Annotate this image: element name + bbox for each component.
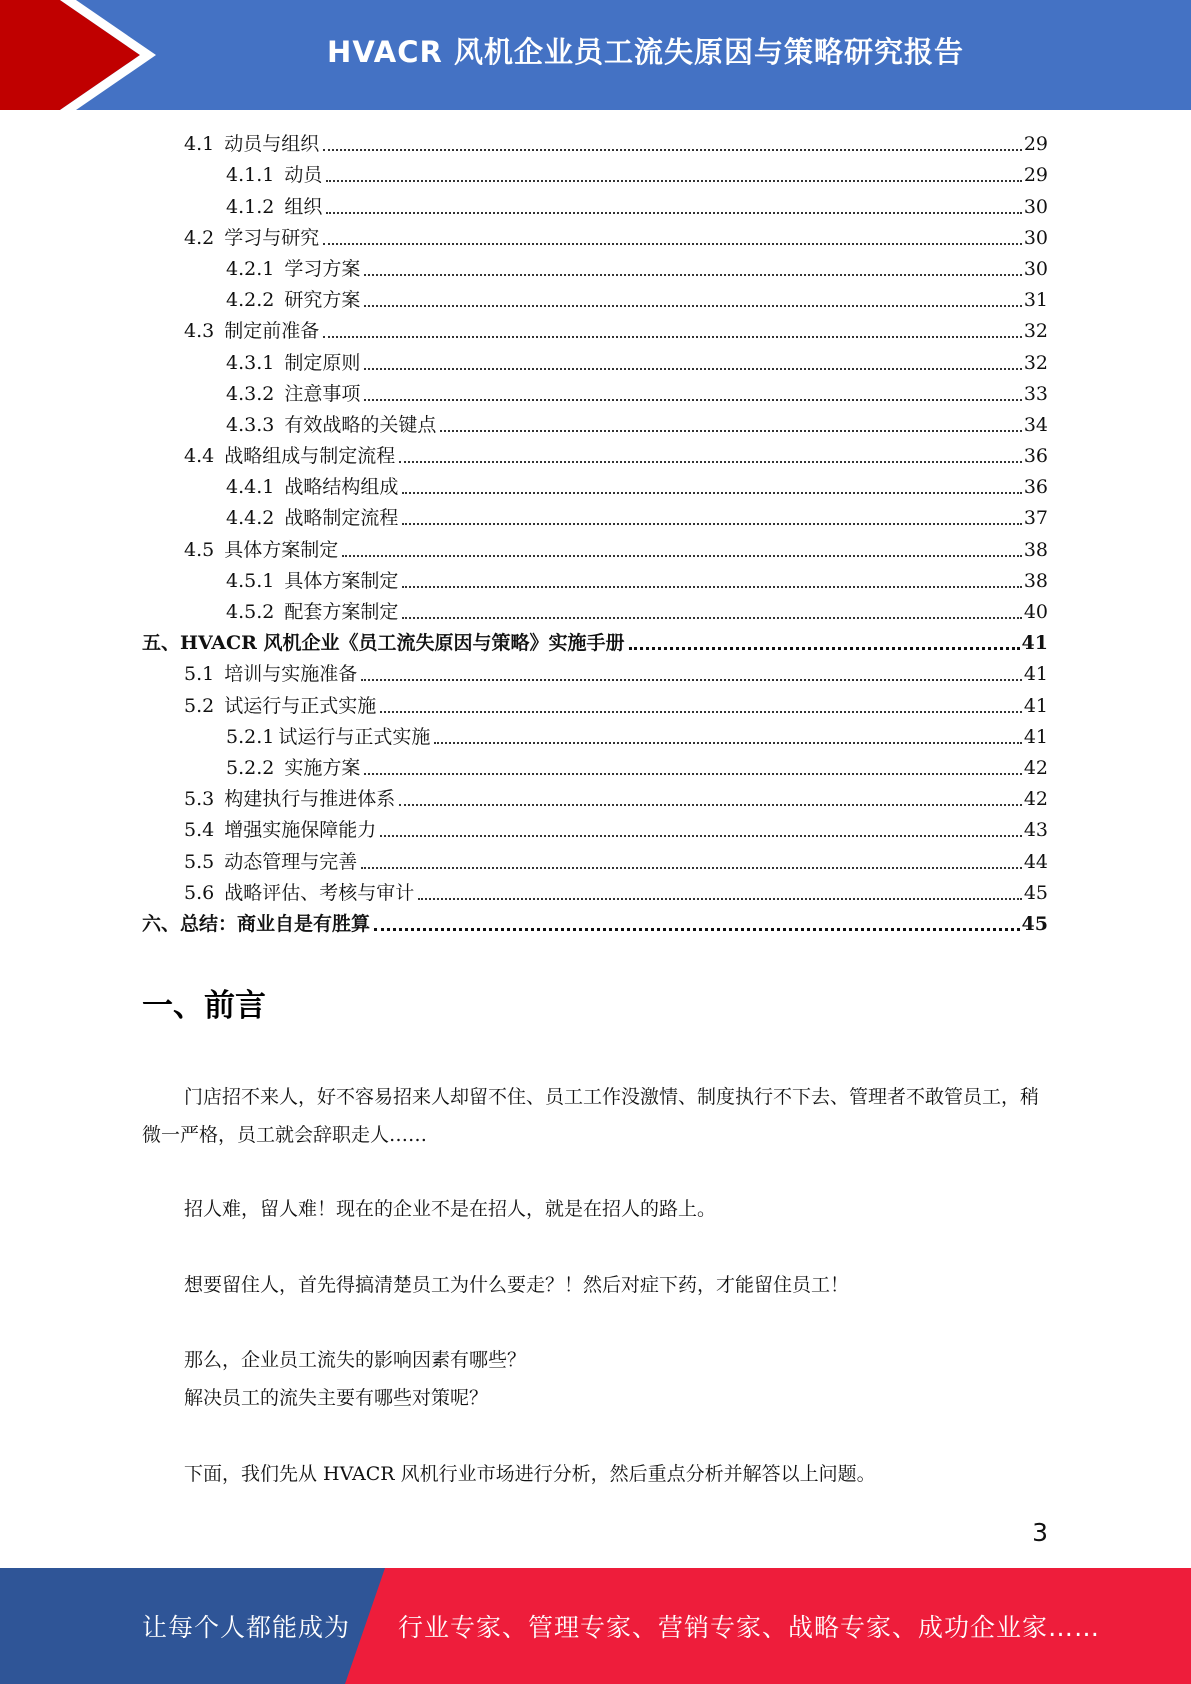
toc-leader-dots — [380, 711, 1022, 713]
toc-entry-title: 构建执行与推进体系 — [224, 788, 396, 811]
toc-entry-page: 32 — [1023, 320, 1048, 343]
toc-entry-title: 学习与研究 — [224, 226, 320, 249]
toc-entry-title: 有效战略的关键点 — [284, 413, 437, 436]
toc-entry-page: 30 — [1023, 226, 1048, 249]
toc-entry-title: 战略制定流程 — [284, 507, 399, 530]
header-chevron-decoration — [0, 0, 160, 110]
toc-entry-title: 具体方案制定 — [224, 538, 339, 561]
toc-entry-title: 研究方案 — [284, 289, 361, 312]
toc-leader-dots — [323, 336, 1022, 338]
page-header — [0, 0, 1191, 110]
toc-entry-page: 29 — [1023, 133, 1048, 156]
toc-entry-number: 4.1 — [184, 133, 215, 156]
toc-leader-dots — [361, 867, 1022, 869]
toc-entry[interactable] — [142, 440, 1048, 471]
toc-entry-number: 5.1 — [184, 663, 215, 686]
toc-entry-page: 45 — [1023, 881, 1048, 904]
toc-leader-dots — [364, 305, 1021, 307]
toc-entry[interactable] — [142, 565, 1048, 596]
toc-entry-page: 31 — [1023, 289, 1048, 312]
toc-entry-page: 30 — [1023, 257, 1048, 280]
toc-entry-title: 五、HVACR 风机企业《员工流失原因与策略》实施手册 — [142, 632, 625, 655]
toc-entry-number: 4.5.2 — [226, 601, 275, 623]
toc-entry[interactable] — [142, 877, 1048, 908]
toc-leader-dots — [326, 212, 1021, 214]
toc-leader-dots — [374, 928, 1020, 931]
toc-entry[interactable] — [142, 721, 1048, 752]
toc-leader-dots — [402, 586, 1021, 588]
toc-entry-page: 41 — [1023, 694, 1048, 717]
paragraph: 下面，我们先从 HVACR 风机行业市场进行分析，然后重点分析并解答以上问题。 — [184, 1463, 876, 1485]
page-number: 3 — [1032, 1518, 1048, 1547]
toc-entry[interactable] — [142, 752, 1048, 783]
toc-entry-page: 41 — [1023, 663, 1048, 686]
paragraph: 门店招不来人，好不容易招来人却留不住、员工工作没激情、制度执行不下去、管理者不敢管员工，稍微一严格，员工就会辞职走人…… — [142, 1086, 1040, 1146]
toc-entry-number: 4.4.1 — [226, 476, 275, 499]
toc-entry-title: 学习方案 — [284, 257, 361, 280]
toc-leader-dots — [440, 430, 1021, 432]
toc-entry[interactable] — [142, 159, 1048, 190]
toc-entry-title: 制定前准备 — [224, 320, 320, 343]
toc-entry-number: 4.2 — [184, 226, 215, 249]
toc-entry-number: 5.3 — [184, 788, 215, 811]
toc-entry[interactable] — [142, 409, 1048, 440]
toc-leader-dots — [326, 180, 1021, 182]
toc-entry-page: 38 — [1023, 538, 1048, 561]
page-footer — [0, 1568, 1191, 1684]
toc-entry[interactable] — [142, 253, 1048, 284]
toc-entry-page: 43 — [1023, 819, 1048, 842]
toc-entry-number: 5.5 — [184, 850, 215, 873]
footer-slogan-right: 行业专家、管理专家、营销专家、战略专家、成功企业家…… — [398, 1613, 1101, 1642]
toc-entry-page: 32 — [1023, 351, 1048, 374]
footer-slogan-left: 让每个人都能成为 — [142, 1613, 351, 1642]
toc-leader-dots — [402, 492, 1021, 494]
toc-entry[interactable] — [142, 346, 1048, 377]
section-heading: 一、前言 — [142, 988, 266, 1024]
toc-entry[interactable] — [142, 378, 1048, 409]
toc-entry-title: 制定原则 — [284, 351, 361, 374]
toc-entry-title: 培训与实施准备 — [224, 663, 358, 686]
toc-entry-page: 34 — [1023, 413, 1048, 436]
toc-leader-dots — [323, 243, 1022, 245]
toc-entry-number: 5.2 — [184, 694, 215, 717]
toc-leader-dots — [434, 742, 1021, 744]
toc-entry-title: 战略组成与制定流程 — [224, 445, 396, 468]
toc-entry-number: 4.2.1 — [226, 257, 275, 280]
toc-entry-number: 4.5.1 — [226, 569, 275, 592]
toc-entry-page: 45 — [1021, 912, 1048, 935]
toc-entry-title: 动员与组织 — [224, 133, 320, 156]
paragraph: 招人难，留人难！现在的企业不是在招人，就是在招人的路上。 — [184, 1198, 717, 1220]
toc-entry[interactable] — [142, 471, 1048, 502]
toc-entry-page: 42 — [1023, 756, 1048, 779]
toc-entry-page: 37 — [1023, 507, 1048, 530]
toc-entry-title: 动员 — [284, 164, 323, 187]
toc-entry[interactable] — [142, 627, 1048, 658]
toc-entry-number: 4.4 — [184, 445, 215, 468]
toc-leader-dots — [361, 679, 1022, 681]
toc-entry-number: 5.6 — [184, 881, 215, 904]
toc-entry-page: 41 — [1021, 632, 1048, 655]
toc-entry-number: 5.2.1 — [226, 725, 275, 748]
toc-entry-page: 36 — [1023, 476, 1048, 499]
toc-leader-dots — [399, 804, 1022, 806]
paragraph: 那么，企业员工流失的影响因素有哪些？ — [184, 1349, 527, 1371]
toc-entry-page: 41 — [1023, 725, 1048, 748]
toc-entry[interactable] — [142, 596, 1048, 627]
toc-entry-number: 5.2.2 — [226, 756, 275, 779]
toc-entry-page: 40 — [1023, 601, 1048, 623]
toc-entry-number: 4.5 — [184, 538, 215, 561]
toc-leader-dots — [402, 617, 1021, 619]
toc-entry-page: 36 — [1023, 445, 1048, 468]
toc-entry-title: 具体方案制定 — [284, 569, 399, 592]
toc-entry-title: 增强实施保障能力 — [224, 819, 377, 842]
toc-entry-title: 组织 — [284, 195, 323, 218]
toc-entry-page: 42 — [1023, 788, 1048, 811]
toc-entry-number: 4.3.2 — [226, 382, 275, 405]
toc-entry-page: 29 — [1023, 164, 1048, 187]
toc-leader-dots — [342, 555, 1022, 557]
toc-entry-page: 38 — [1023, 569, 1048, 592]
toc-entry-number: 4.3.1 — [226, 351, 275, 374]
toc-leader-dots — [323, 149, 1022, 151]
toc-entry[interactable] — [142, 502, 1048, 533]
toc-entry[interactable] — [142, 783, 1048, 814]
paragraph: 解决员工的流失主要有哪些对策呢？ — [184, 1387, 489, 1409]
toc-leader-dots — [364, 368, 1021, 370]
toc-entry[interactable] — [142, 128, 1048, 159]
toc-entry-title: 试运行与正式实施 — [278, 725, 431, 748]
toc-entry-number: 4.1.2 — [226, 195, 275, 218]
toc-entry-title: 实施方案 — [284, 756, 361, 779]
toc-entry[interactable] — [142, 284, 1048, 315]
toc-entry-number: 5.4 — [184, 819, 215, 842]
toc-leader-dots — [399, 461, 1022, 463]
toc-entry-title: 试运行与正式实施 — [224, 694, 377, 717]
toc-entry-title: 战略评估、考核与审计 — [224, 881, 415, 904]
toc-leader-dots — [364, 773, 1021, 775]
toc-leader-dots — [364, 274, 1021, 276]
toc-leader-dots — [629, 647, 1020, 650]
toc-leader-dots — [418, 898, 1022, 900]
toc-entry[interactable] — [142, 222, 1048, 253]
toc-entry-page: 44 — [1023, 850, 1048, 873]
toc-entry-title: 战略结构组成 — [284, 476, 399, 499]
report-title: HVACR 风机企业员工流失原因与策略研究报告 — [327, 34, 964, 69]
toc-leader-dots — [402, 523, 1021, 525]
toc-entry[interactable] — [142, 689, 1048, 720]
toc-entry-title: 六、总结：商业自是有胜算 — [142, 912, 371, 935]
toc-entry-title: 注意事项 — [284, 382, 361, 405]
toc-entry-number: 4.2.2 — [226, 289, 275, 312]
toc-leader-dots — [364, 399, 1021, 401]
toc-entry[interactable] — [142, 845, 1048, 876]
toc-entry[interactable] — [142, 315, 1048, 346]
toc-entry-page: 33 — [1023, 382, 1048, 405]
toc-entry[interactable] — [142, 658, 1048, 689]
toc-entry[interactable] — [142, 533, 1048, 564]
toc-entry-number: 4.1.1 — [226, 164, 275, 187]
toc-entry-title: 动态管理与完善 — [224, 850, 358, 873]
toc-entry[interactable] — [142, 908, 1048, 939]
toc-entry-page: 30 — [1023, 195, 1048, 218]
toc-entry-number: 4.3.3 — [226, 413, 275, 436]
table-of-contents — [142, 128, 1048, 939]
toc-entry[interactable] — [142, 814, 1048, 845]
toc-entry-number: 4.4.2 — [226, 507, 275, 530]
toc-entry-title: 配套方案制定 — [284, 601, 399, 623]
toc-entry[interactable] — [142, 190, 1048, 221]
toc-entry-number: 4.3 — [184, 320, 215, 343]
paragraph: 想要留住人，首先得搞清楚员工为什么要走？！然后对症下药，才能留住员工！ — [184, 1274, 850, 1296]
toc-leader-dots — [380, 835, 1022, 837]
